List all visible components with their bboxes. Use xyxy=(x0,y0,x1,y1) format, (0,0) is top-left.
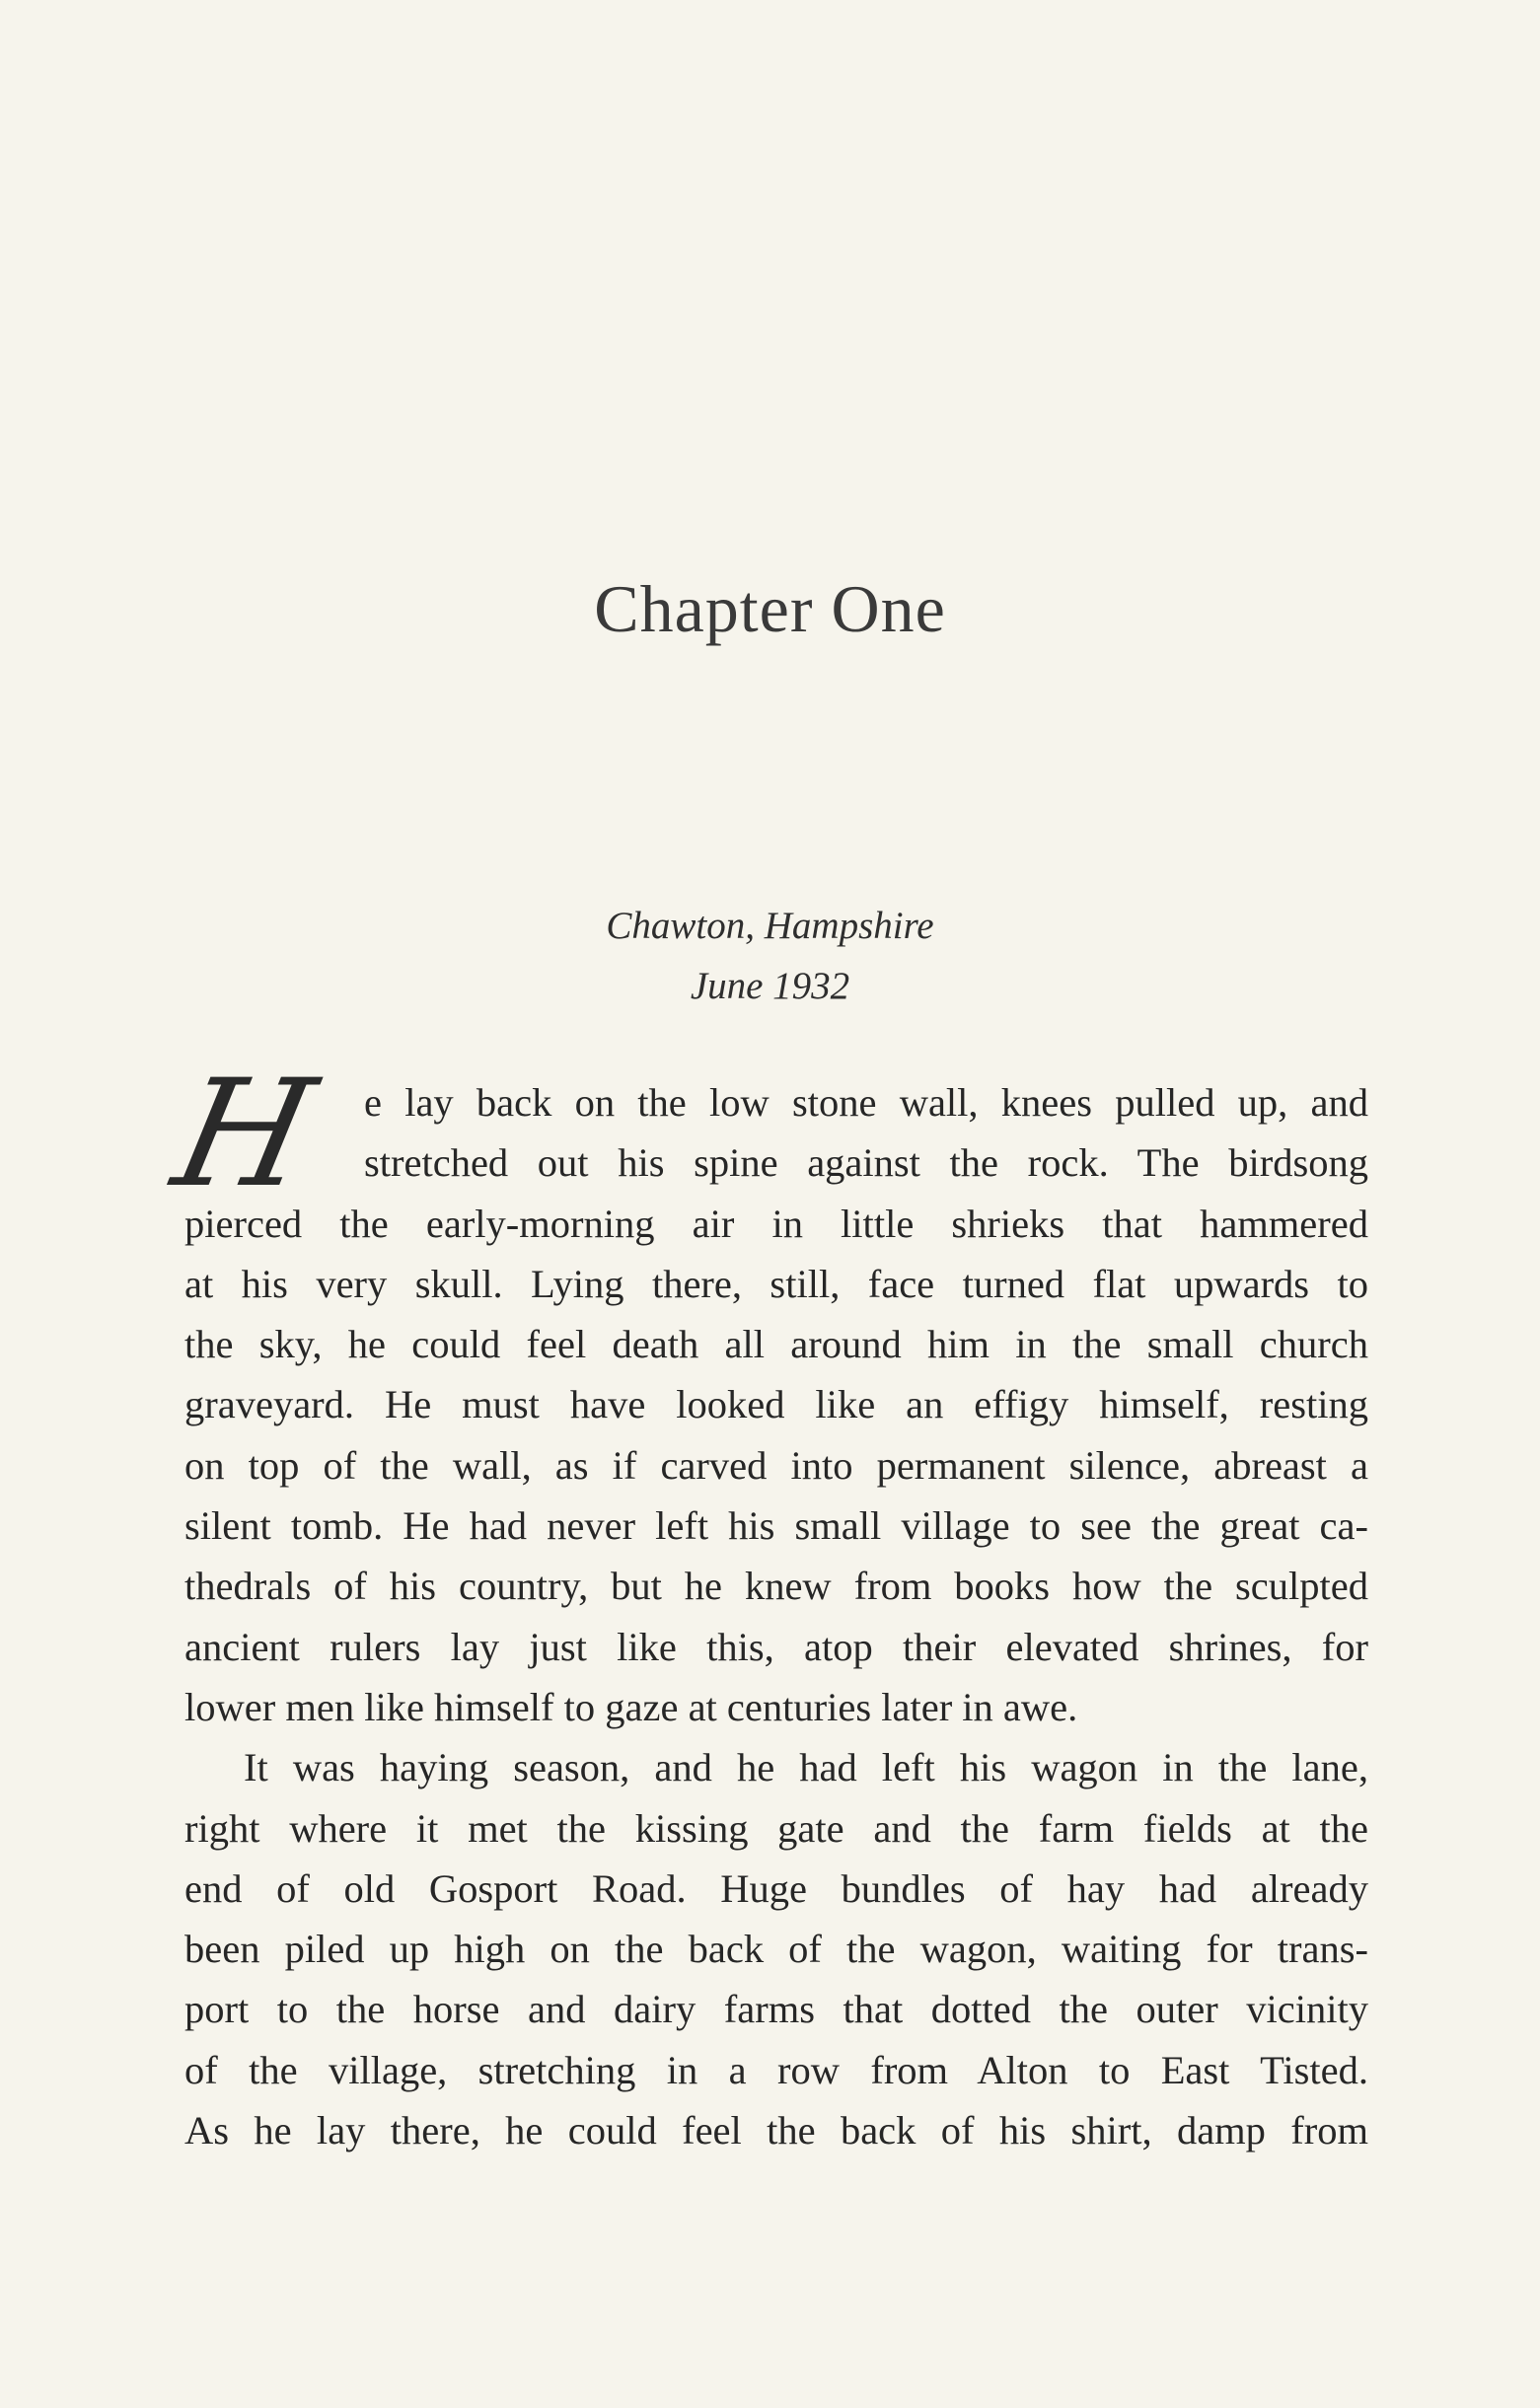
text-line: been piled up high on the back of the wagon, waiting for trans- xyxy=(184,1927,1368,1972)
text-line: pierced the early-morning air in little shrieks that hammered xyxy=(184,1201,1368,1246)
dateline-location: Chawton, Hampshire xyxy=(606,905,934,947)
text-line: stretched out his spine against the rock. The birdsong xyxy=(364,1140,1368,1186)
text-line: on top of the wall, as if carved into permanent silence, abreast a xyxy=(184,1442,1368,1488)
text-line: port to the horse and dairy farms that dotted the outer vicinity xyxy=(184,1987,1368,2032)
dateline-date: June 1932 xyxy=(690,965,850,1007)
text-line: It was haying season, and he had left his wagon in the lane, xyxy=(244,1745,1368,1790)
text-line: e lay back on the low stone wall, knees pulled up, and xyxy=(364,1080,1368,1125)
text-line: lower men like himself to gaze at centuries later in awe. xyxy=(184,1684,1078,1729)
drop-cap: H xyxy=(161,1049,328,1220)
text-line: at his very skull. Lying there, still, face turned flat upwards to xyxy=(184,1261,1368,1306)
chapter-title: Chapter One xyxy=(594,571,946,646)
text-line: of the village, stretching in a row from Alton to East Tisted. xyxy=(184,2047,1368,2092)
text-line: As he lay there, he could feel the back of his shirt, damp from xyxy=(184,2108,1368,2153)
text-line: the sky, he could feel death all around him in the small church xyxy=(184,1322,1368,1367)
text-line: silent tomb. He had never left his small village to see the great ca- xyxy=(184,1503,1368,1549)
chapter-dateline xyxy=(0,896,1540,1016)
paragraph-1 xyxy=(184,1072,1368,1737)
body-text xyxy=(184,1080,1368,2160)
text-line: right where it met the kissing gate and the farm fields at the xyxy=(184,1805,1368,1851)
text-line: thedrals of his country, but he knew from books how the sculpted xyxy=(184,1564,1368,1609)
text-line: ancient rulers lay just like this, atop their elevated shrines, for xyxy=(184,1624,1368,1669)
paragraph-2 xyxy=(184,1737,1368,2160)
text-line: end of old Gosport Road. Huge bundles of hay had already xyxy=(184,1865,1368,1911)
text-line: graveyard. He must have looked like an effigy himself, resting xyxy=(184,1382,1368,1427)
